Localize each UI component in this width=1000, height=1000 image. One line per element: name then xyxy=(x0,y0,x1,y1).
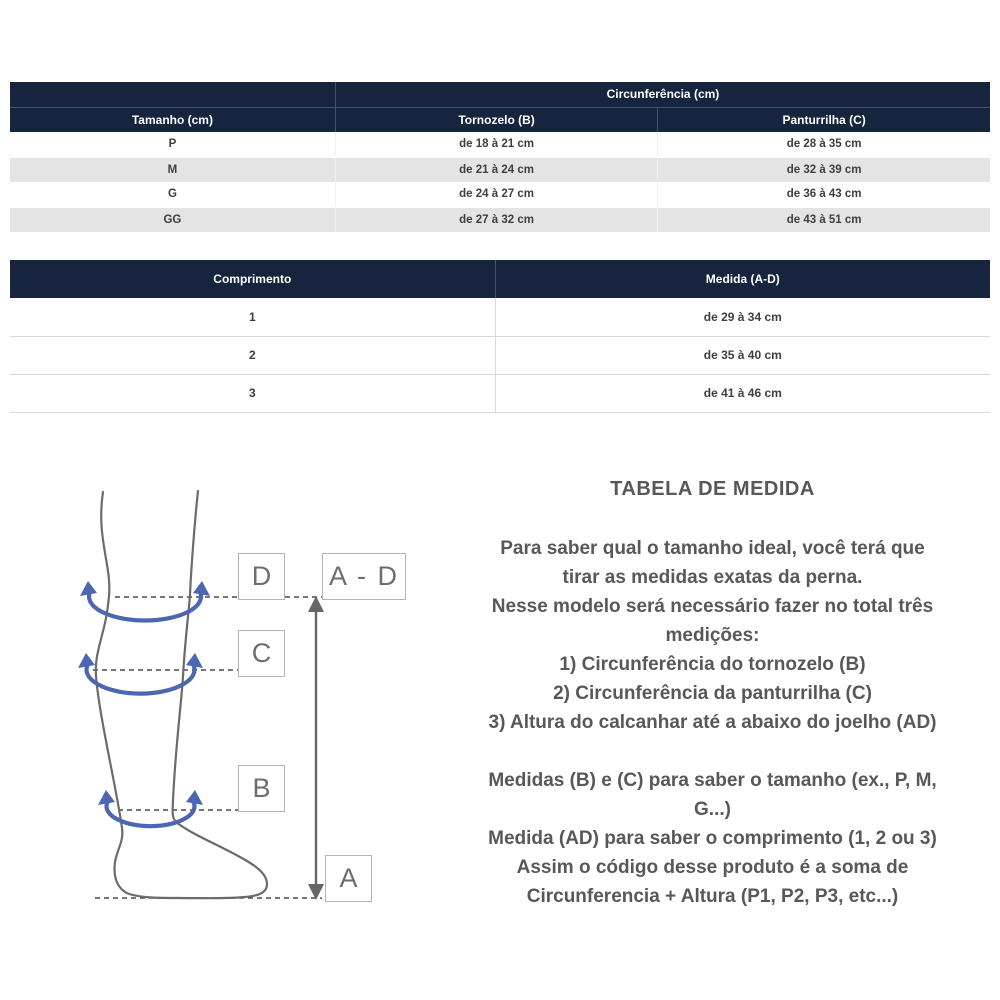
size-name-cell: GG xyxy=(10,207,335,232)
instruction-line: medições: xyxy=(665,625,760,646)
length-range-cell: de 29 à 34 cm xyxy=(495,298,990,336)
size-table-corner-cell xyxy=(10,82,335,107)
label-box-b: B xyxy=(238,765,285,812)
instruction-line: Circunferencia + Altura (P1, P2, P3, etc...) xyxy=(526,886,899,907)
instruction-line: 3) Altura do calcanhar até a abaixo do joelho (AD) xyxy=(488,712,937,733)
ankle-range-cell: de 21 à 24 cm xyxy=(335,157,657,182)
table-row xyxy=(10,374,990,412)
size-table-col-tornozelo: Tornozelo (B) xyxy=(335,107,657,132)
vertical-measure-arrow xyxy=(308,596,324,900)
ankle-range-cell: de 24 à 27 cm xyxy=(335,182,657,207)
instruction-line: Assim o código desse produto é a soma de xyxy=(516,857,909,878)
label-box-a: A xyxy=(325,855,372,902)
dashed-guide-lines xyxy=(93,597,322,898)
calf-range-cell: de 43 à 51 cm xyxy=(658,207,990,232)
instruction-line: Para saber qual o tamanho ideal, você terá que xyxy=(500,538,925,559)
size-name-cell: G xyxy=(10,182,335,207)
size-name-cell: P xyxy=(10,132,335,157)
ankle-range-cell: de 18 à 21 cm xyxy=(335,132,657,157)
instruction-line: 2) Circunferência da panturrilha (C) xyxy=(553,683,872,704)
instruction-line: tirar as medidas exatas da perna. xyxy=(562,567,863,588)
calf-range-cell: de 36 à 43 cm xyxy=(786,188,862,200)
instruction-line: G...) xyxy=(694,799,731,820)
label-box-d: D xyxy=(238,553,285,600)
size-table-col-tamanho: Tamanho (cm) xyxy=(10,107,335,132)
size-name-cell: M xyxy=(10,157,335,182)
instruction-line: Nesse modelo será necessário fazer no total três xyxy=(491,596,934,617)
size-table-col-panturrilha: Panturrilha (C) xyxy=(658,107,990,132)
length-number-cell: 2 xyxy=(10,336,495,374)
size-table-group-row xyxy=(10,82,990,107)
length-table xyxy=(10,260,990,413)
calf-range-cell: de 32 à 39 cm xyxy=(658,157,990,182)
length-number-cell: 1 xyxy=(10,298,495,336)
instruction-line: 1) Circunferência do tornozelo (B) xyxy=(559,654,866,675)
leg-measurement-diagram xyxy=(60,478,410,923)
length-table-col-comprimento: Comprimento xyxy=(10,260,495,298)
ankle-range-cell: de 27 à 32 cm xyxy=(335,207,657,232)
length-range-cell: de 41 à 46 cm xyxy=(495,374,990,412)
instruction-line xyxy=(430,737,995,766)
page-title: TABELA DE MEDIDA xyxy=(610,478,815,500)
label-box-a-d: A - D xyxy=(322,553,406,600)
size-table-group-header: Circunferência (cm) xyxy=(335,82,990,107)
calf-range-cell: de 28 à 35 cm xyxy=(786,138,862,150)
length-number-cell: 3 xyxy=(10,374,495,412)
table-row xyxy=(10,132,990,157)
size-table xyxy=(10,82,990,232)
instruction-line: Medidas (B) e (C) para saber o tamanho (ex., P, M, xyxy=(488,770,937,791)
table-row xyxy=(10,182,990,207)
table-row xyxy=(10,298,990,336)
table-row xyxy=(10,207,990,232)
length-table-header-row xyxy=(10,260,990,298)
length-range-cell: de 35 à 40 cm xyxy=(495,336,990,374)
instruction-line: Medida (AD) para saber o comprimento (1, 2 ou 3) xyxy=(488,828,937,849)
length-table-col-medida: Medida (A-D) xyxy=(495,260,990,298)
measurement-instructions xyxy=(430,478,995,911)
table-row xyxy=(10,157,990,182)
table-row xyxy=(10,336,990,374)
size-table-header-row xyxy=(10,107,990,132)
label-box-c: C xyxy=(238,630,285,677)
